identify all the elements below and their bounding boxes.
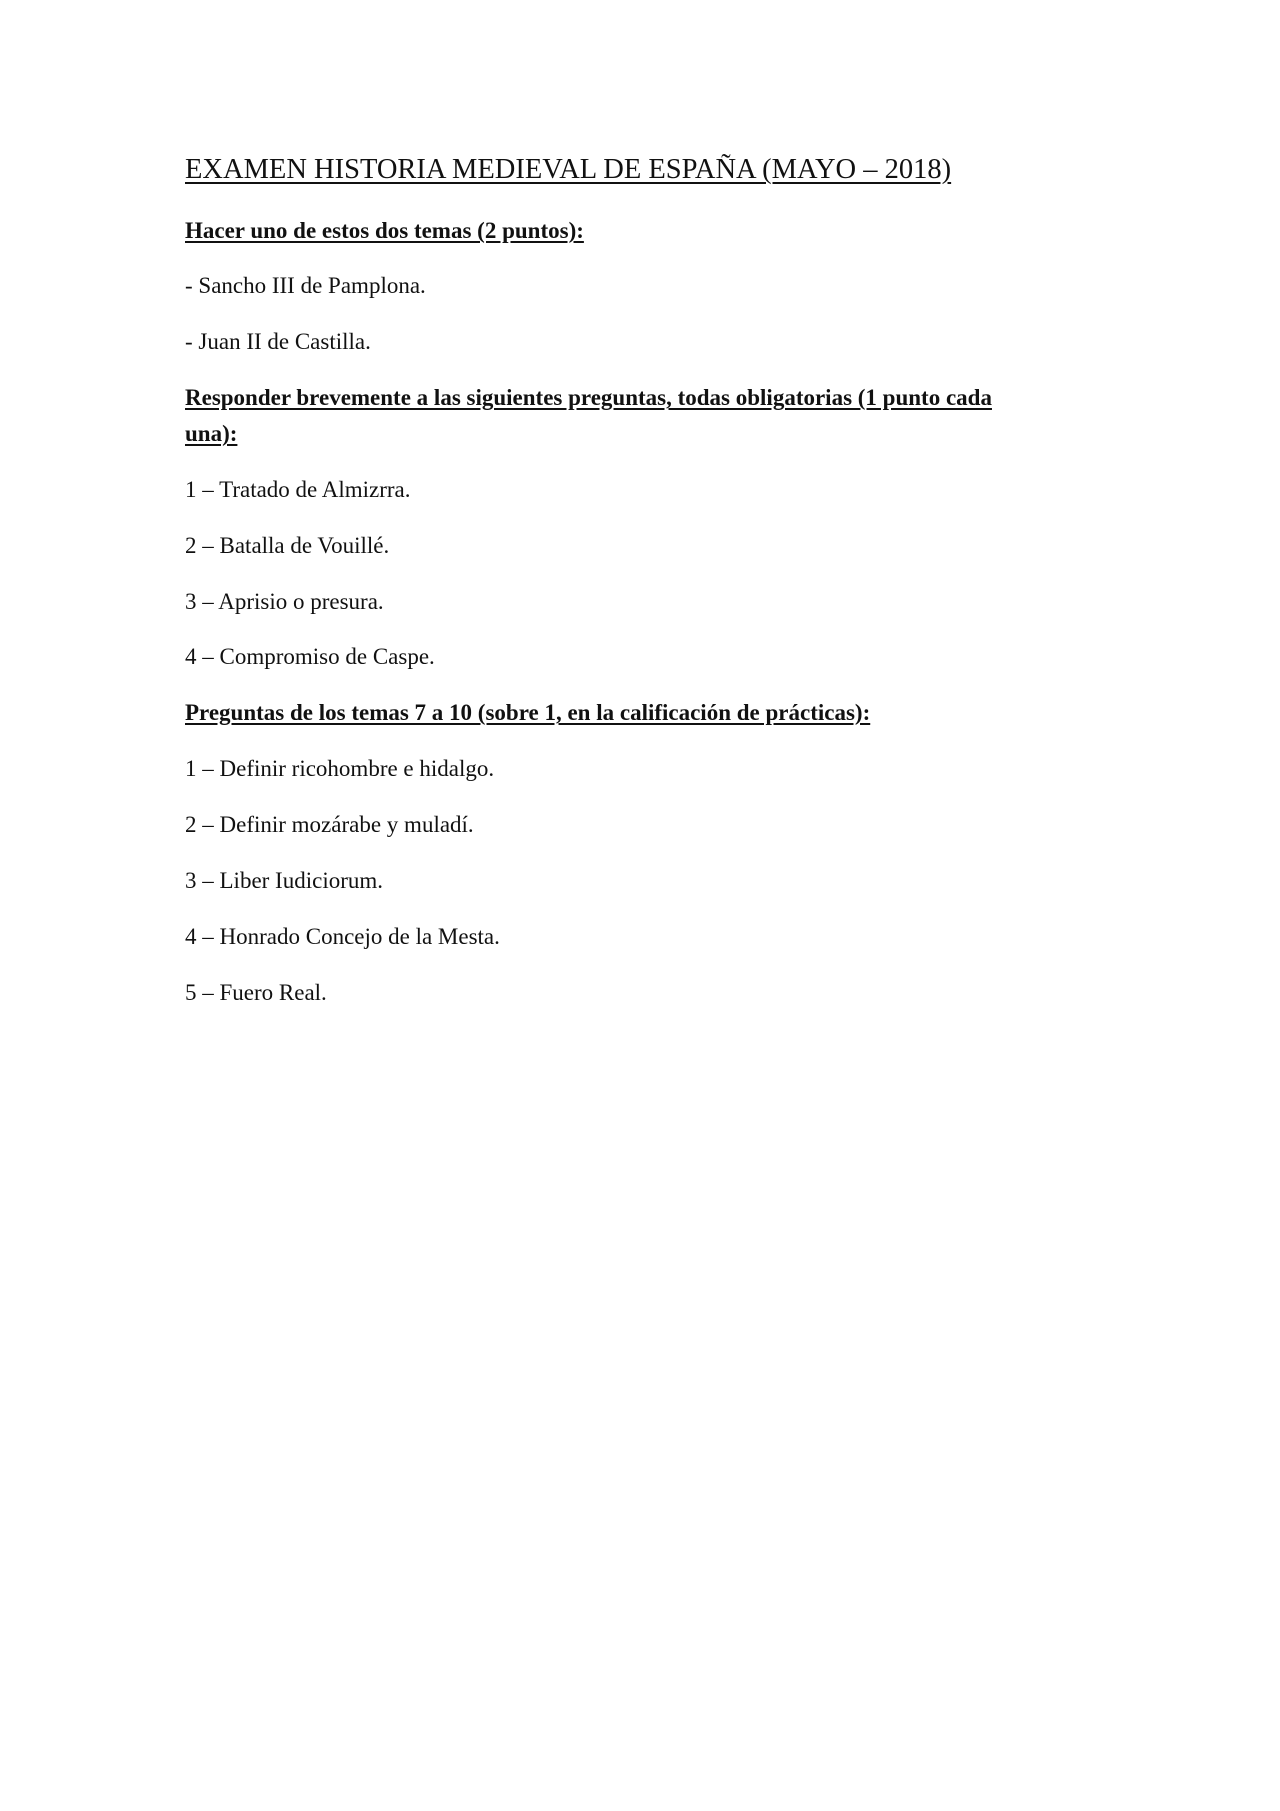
document-title: EXAMEN HISTORIA MEDIEVAL DE ESPAÑA (MAYO – 2018) bbox=[185, 154, 952, 185]
section-2-item-2: 2 – Batalla de Vouillé. bbox=[185, 533, 390, 558]
section-3-item-2: 2 – Definir mozárabe y muladí. bbox=[185, 812, 474, 837]
section-1-heading: Hacer uno de estos dos temas (2 puntos): bbox=[185, 218, 584, 243]
section-2-item-4: 4 – Compromiso de Caspe. bbox=[185, 644, 435, 669]
section-2-item-3: 3 – Aprisio o presura. bbox=[185, 589, 384, 614]
section-3-item-1: 1 – Definir ricohombre e hidalgo. bbox=[185, 756, 495, 781]
section-1-item-1: - Sancho III de Pamplona. bbox=[185, 273, 426, 298]
section-2-item-1: 1 – Tratado de Almizrra. bbox=[185, 477, 411, 502]
section-2-heading-line-1: Responder brevemente a las siguientes preguntas, todas obligatorias (1 punto cada bbox=[185, 385, 992, 410]
section-2-heading-line-2: una): bbox=[185, 421, 238, 446]
section-1-item-2: - Juan II de Castilla. bbox=[185, 329, 371, 354]
section-3-item-5: 5 – Fuero Real. bbox=[185, 980, 327, 1005]
section-3-item-3: 3 – Liber Iudiciorum. bbox=[185, 868, 384, 893]
section-3-heading: Preguntas de los temas 7 a 10 (sobre 1, en la calificación de prácticas): bbox=[185, 700, 871, 725]
section-3-item-4: 4 – Honrado Concejo de la Mesta. bbox=[185, 924, 500, 949]
